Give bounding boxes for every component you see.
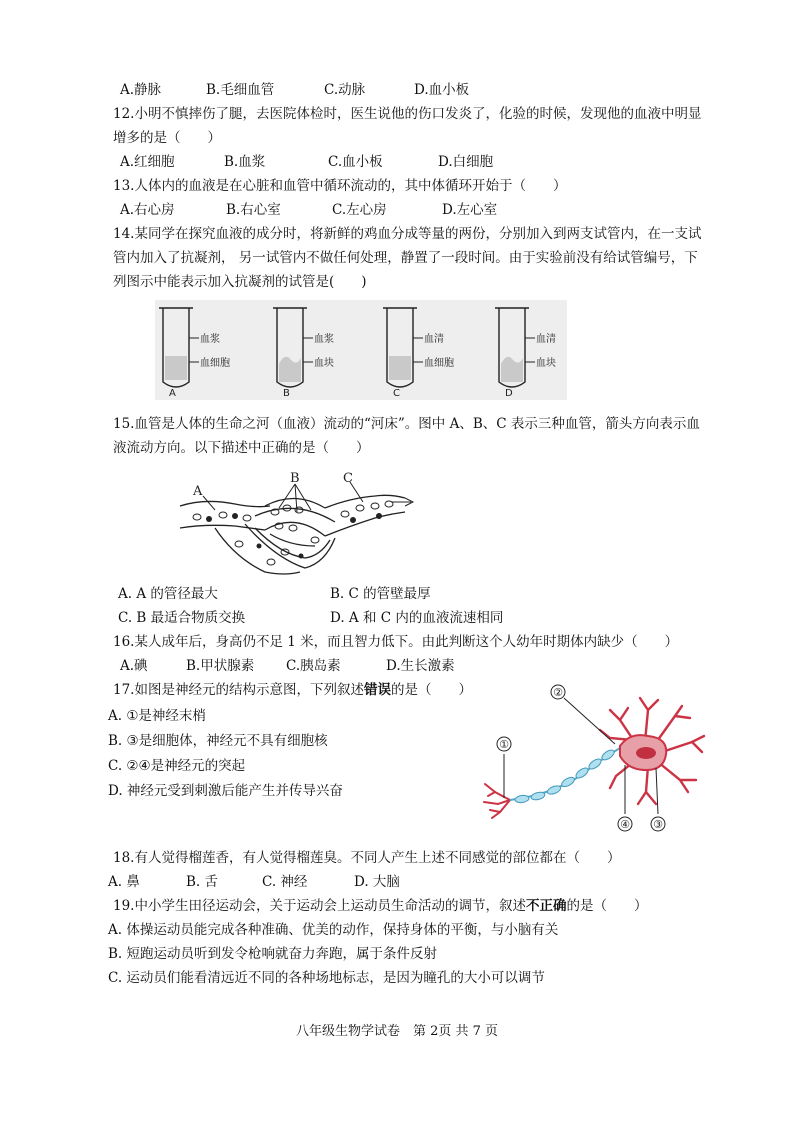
tube-label-bottom: 血细胞: [200, 358, 230, 369]
q15-stem: 液流动方向。以下描述中正确的是（ ）: [113, 440, 370, 456]
neuron-label-4: ④: [620, 818, 630, 831]
option: D.白细胞: [438, 154, 494, 170]
neuron-figure: [470, 680, 710, 840]
tube-label-top: 血浆: [314, 334, 334, 345]
neuron-label-2: ②: [553, 686, 563, 699]
q18-options: [108, 872, 400, 892]
q17-option: D. 神经元受到刺激后能产生并传导兴奋: [108, 783, 343, 799]
option: B.右心室: [226, 202, 281, 218]
neuron-label-3: ③: [653, 818, 663, 831]
q13-options: [120, 200, 497, 220]
q17-option: A. ①是神经末梢: [108, 708, 206, 724]
q12-options: [120, 152, 493, 172]
option: B.毛细血管: [206, 82, 275, 98]
option: C.左心房: [332, 202, 387, 218]
tube-label-bottom: 血块: [314, 358, 334, 369]
option: D.生长激素: [386, 658, 455, 674]
tube-label-bottom: 血细胞: [424, 358, 454, 369]
test-tubes-figure: [155, 300, 567, 400]
option: B. C 的管壁最厚: [330, 586, 431, 602]
option: D.左心室: [442, 202, 498, 218]
option: C.血小板: [328, 154, 383, 170]
q16-options: [120, 656, 455, 676]
option: A.右心房: [120, 202, 175, 218]
option: A. 鼻: [108, 874, 140, 890]
page-footer: 八年级生物学试卷 第 2页 共 7 页: [295, 1024, 499, 1039]
option: C.胰岛素: [286, 658, 341, 674]
option: A.碘: [120, 658, 148, 674]
q16-stem: 16.某人成年后，身高仍不足 1 米，而且智力低下。由此判断这个人幼年时期体内缺少（ ）: [113, 634, 679, 650]
option: D. A 和 C 内的血液流速相同: [330, 610, 504, 626]
option: C.动脉: [324, 82, 366, 98]
option: C. B 最适合物质交换: [118, 610, 246, 626]
q14-stem: 14.某同学在探究血液的成分时，将新鲜的鸡血分成等量的两份，分别加入到两支试管内，在一支试: [113, 226, 702, 242]
tube-letter: A: [169, 388, 176, 399]
stem-emphasis: 不正确: [525, 898, 567, 914]
q12-stem: 12.小明不慎摔伤了腿，去医院体检时，医生说他的伤口发炎了，化验的时候，发现他的血液中明显: [113, 106, 702, 122]
q13-stem: 13.人体内的血液是在心脏和血管中循环流动的，其中体循环开始于（ ）: [113, 178, 567, 194]
q18-stem: 18.有人觉得榴莲香，有人觉得榴莲臭。不同人产生上述不同感觉的部位都在（ ）: [113, 850, 621, 866]
q19-option: C. 运动员们能看清远近不同的各种场地标志，是因为瞳孔的大小可以调节: [108, 970, 545, 986]
neuron-label-1: ①: [499, 738, 509, 751]
tube-label-top: 血清: [536, 334, 556, 345]
stem-emphasis: 错误: [363, 682, 391, 698]
option: B.血浆: [224, 154, 266, 170]
q17-option: C. ②④是神经元的突起: [108, 758, 246, 774]
q15-options: [118, 584, 431, 604]
option: A.静脉: [120, 82, 162, 98]
tube-letter: C: [393, 388, 400, 399]
option: D.血小板: [414, 82, 470, 98]
stem-text: 的是（ ）: [390, 682, 472, 698]
blood-vessels-figure: [175, 468, 420, 580]
q14-stem: 管内加入了抗凝剂， 另一试管内不做任何处理，静置了一段时间。由于实验前没有给试管编号，下: [113, 250, 698, 266]
option: B.甲状腺素: [186, 658, 255, 674]
tube-label-bottom: 血块: [536, 358, 556, 369]
stem-text: 的是（ ）: [566, 898, 648, 914]
q14-stem: 列图示中能表示加入抗凝剂的试管是( ): [113, 274, 367, 290]
option: C. 神经: [262, 874, 308, 890]
option: D. 大脑: [354, 874, 400, 890]
option: A.红细胞: [120, 154, 175, 170]
stem-text: 19.中小学生田径运动会，关于运动会上运动员生命活动的调节，叙述: [113, 898, 526, 914]
q19-option: B. 短跑运动员听到发令枪响就奋力奔跑，属于条件反射: [108, 946, 438, 962]
vessel-label-b: B: [290, 471, 300, 486]
option: A. A 的管径最大: [118, 586, 218, 602]
q15-stem: 15.血管是人体的生命之河（血液）流动的“河床”。图中 A、B、C 表示三种血管，箭头方向表示血: [113, 416, 700, 432]
vessel-label-c: C: [343, 471, 353, 486]
q12-stem: 增多的是（ ）: [113, 130, 221, 146]
q17-option: B. ③是细胞体，神经元不具有细胞核: [108, 733, 328, 749]
tube-letter: D: [505, 388, 513, 399]
option: B. 舌: [186, 874, 219, 890]
stem-text: 17.如图是神经元的结构示意图，下列叙述: [113, 682, 364, 698]
q17-stem: [113, 680, 472, 700]
q15-options: [118, 608, 503, 628]
tube-letter: B: [283, 388, 290, 399]
q19-stem: [113, 896, 647, 916]
q11-options: [120, 80, 469, 100]
q19-option: A. 体操运动员能完成各种准确、优美的动作，保持身体的平衡，与小脑有关: [108, 922, 559, 938]
tube-label-top: 血清: [424, 334, 444, 345]
tube-label-top: 血浆: [200, 334, 220, 345]
vessel-label-a: A: [193, 484, 203, 499]
